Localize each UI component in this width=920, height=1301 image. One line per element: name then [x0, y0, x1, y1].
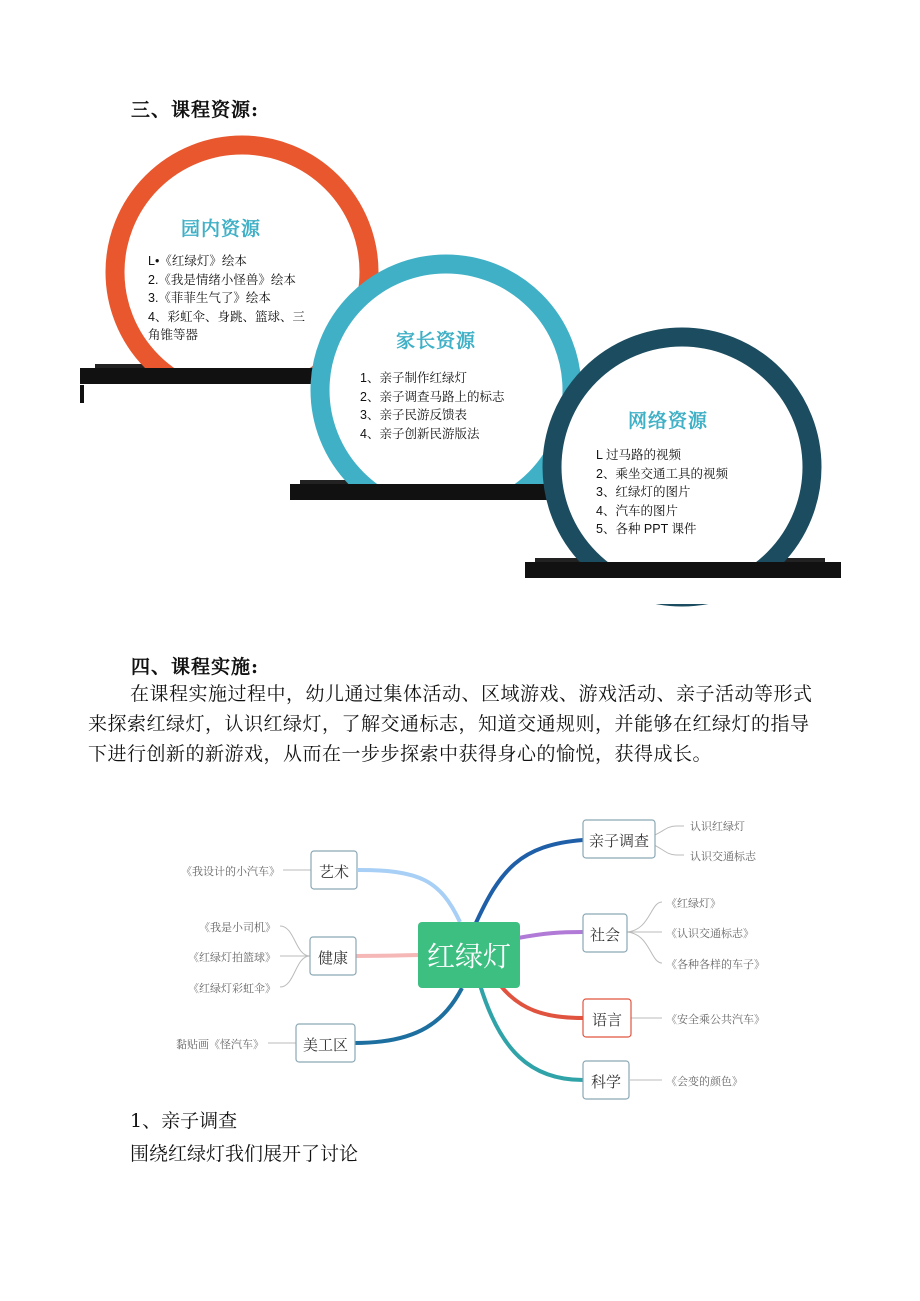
section4-heading: 四、课程实施:: [131, 656, 260, 678]
node-qinzi: 亲子调查: [588, 833, 649, 850]
branch-connector-yuyan: [500, 985, 583, 1018]
list-item: 2、亲子调查马路上的标志: [360, 389, 505, 404]
list-item: 2、乘坐交通工具的视频: [596, 466, 728, 481]
list-item: 1、亲子制作红绿灯: [360, 371, 467, 385]
leaf-meigong-1: 黏贴画《怪汽车》: [176, 1039, 264, 1051]
item-title: 1、亲子调查: [130, 1110, 238, 1132]
section4-paragraph-line-3: 下进行创新的新游戏，从而在一步步探索中获得身心的愉悦，获得成长。: [88, 743, 713, 765]
list-item: L 过马路的视频: [596, 448, 681, 462]
list-item: 4、亲子创新民游版法: [360, 426, 480, 441]
leaf-qinzi-2: 认识交通标志: [690, 851, 756, 863]
node-jiankang: 健康: [317, 950, 348, 967]
branch-connector-meigong: [355, 988, 462, 1043]
list-item: 角锥等器: [148, 328, 199, 342]
branch-connector-jiankang: [355, 955, 420, 956]
branch-connector-shehui: [518, 932, 583, 938]
section4-paragraph-line-2: 来探索红绿灯，认识红绿灯，了解交通标志，知道交通规则，并能够在红绿灯的指导: [88, 713, 810, 735]
resource-title-1: 园内资源: [181, 219, 262, 240]
leaf-shehui-3: 《各种各样的车子》: [666, 959, 765, 971]
section3-heading: 三、课程资源:: [131, 99, 260, 121]
resource-list-2: [360, 369, 504, 443]
list-item: 3、红绿灯的图片: [596, 485, 691, 499]
leaf-shehui-2: 《认识交通标志》: [666, 928, 754, 940]
branch-connector-kexue: [480, 985, 583, 1080]
list-item: 4、彩虹伞、身跳、篮球、三: [148, 309, 305, 324]
list-item: L•《红绿灯》绘本: [148, 254, 247, 268]
resource-list-1: [148, 252, 305, 345]
item-text: 围绕红绿灯我们展开了讨论: [130, 1143, 359, 1165]
leaf-yishu-1: 《我设计的小汽车》: [181, 866, 280, 878]
resources-graphic: [0, 0, 920, 620]
list-item: 2.《我是情绪小怪兽》绘本: [148, 272, 296, 287]
resource-title-2: 家长资源: [396, 331, 477, 352]
node-shehui: 社会: [589, 927, 620, 944]
leaf-jiankang-3: 《红绿灯彩虹伞》: [188, 983, 276, 995]
node-kexue: 科学: [590, 1074, 621, 1091]
leaf-kexue-1: 《会变的颜色》: [666, 1076, 743, 1088]
branch-connector-qinzi: [475, 840, 583, 925]
list-item: 4、汽车的图片: [596, 503, 678, 518]
node-yuyan: 语言: [591, 1012, 622, 1029]
leaf-shehui-1: 《红绿灯》: [666, 898, 721, 910]
resource-title-3: 网络资源: [628, 411, 709, 432]
mindmap-center-label: 红绿灯: [426, 941, 511, 972]
list-item: 3、亲子民游反馈表: [360, 408, 467, 422]
leaf-qinzi-1: 认识红绿灯: [690, 821, 745, 833]
section4-paragraph-line-1: 在课程实施过程中，幼儿通过集体活动、区域游戏、游戏活动、亲子活动等形式: [130, 683, 813, 705]
leaf-jiankang-1: 《我是小司机》: [199, 922, 276, 934]
list-item: 3.《菲菲生气了》绘本: [148, 291, 271, 305]
leaf-yuyan-1: 《安全乘公共汽车》: [666, 1014, 765, 1026]
branch-connector-yishu: [358, 870, 460, 922]
node-yishu: 艺术: [318, 864, 349, 881]
node-meigong: 美工区: [302, 1037, 348, 1054]
list-item: 5、各种 PPT 课件: [596, 522, 697, 536]
resource-list-3: [596, 446, 728, 539]
leaf-jiankang-2: 《红绿灯拍篮球》: [188, 952, 276, 964]
